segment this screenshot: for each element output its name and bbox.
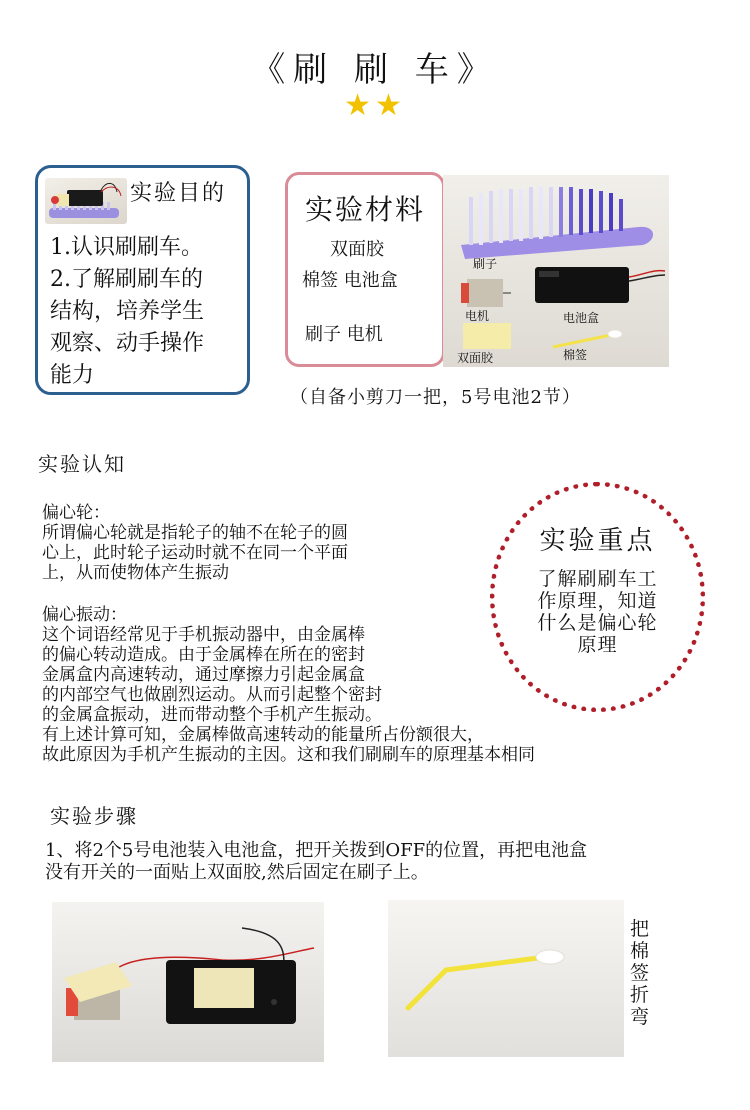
paragraph-line: 的偏心转动造成。由于金属棒在所在的密封 <box>42 645 365 665</box>
photo-label-battery: 电池盒 <box>563 311 600 325</box>
focus-text <box>515 568 680 656</box>
materials-photo <box>443 175 669 367</box>
caption-char: 弯 <box>630 1006 650 1028</box>
paragraph-line: 的金属盒振动，进而带动整个手机产生振动。 <box>42 705 382 725</box>
step-line: 1、将2个5号电池装入电池盒，把开关拨到OFF的位置，再把电池盒 <box>45 840 588 861</box>
step-photo-bent-swab <box>388 900 624 1057</box>
paragraph-line: 所谓偏心轮就是指轮子的轴不在轮子的圆 <box>42 523 348 543</box>
caption-char: 棉 <box>630 940 650 962</box>
caption-char: 签 <box>630 962 650 984</box>
goal-thumbnail-image <box>45 178 127 224</box>
focus-line: 什么是偏心轮 <box>537 612 658 634</box>
materials-note: （自备小剪刀一把，5号电池2节） <box>290 387 581 408</box>
goal-line: 1.认识刷刷车。 <box>50 235 203 260</box>
paragraph-title: 偏心轮： <box>42 503 110 523</box>
photo-label-swab: 棉签 <box>563 348 588 362</box>
steps-heading: 实验步骤 <box>50 804 138 828</box>
page-title: 《刷 刷 车》 <box>251 50 499 90</box>
focus-heading: 实验重点 <box>539 526 656 556</box>
materials-item-brush-motor: 刷子 电机 <box>305 324 383 345</box>
photo-label-tape: 双面胶 <box>457 351 494 365</box>
goal-line: 观察、动手操作 <box>50 331 205 356</box>
photo-label-motor: 电机 <box>465 309 490 323</box>
goal-heading: 实验目的 <box>130 181 227 206</box>
paragraph-title: 偏心振动： <box>42 605 127 625</box>
goal-line: 能力 <box>50 363 95 388</box>
cognition-heading: 实验认知 <box>38 452 126 476</box>
step-photo-battery-motor <box>52 902 324 1062</box>
caption-char: 把 <box>630 918 650 940</box>
goal-list <box>50 232 246 392</box>
focus-line: 原理 <box>577 634 618 656</box>
difficulty-stars: ★★ <box>344 88 406 123</box>
materials-item-swab-battery: 棉签 电池盒 <box>302 270 398 291</box>
paragraph-line: 的内部空气也做剧烈运动。从而引起整个密封 <box>42 685 382 705</box>
paragraph-line: 这个词语经常见于手机振动器中，由金属棒 <box>42 625 365 645</box>
goal-line: 结构，培养学生 <box>50 299 205 324</box>
step-line: 没有开关的一面贴上双面胶,然后固定在刷子上。 <box>45 862 429 883</box>
focus-line: 作原理，知道 <box>537 590 658 612</box>
step-1-text <box>45 840 587 884</box>
photo-label-brush: 刷子 <box>473 257 498 271</box>
swab-caption-vertical <box>630 918 654 1028</box>
caption-char: 折 <box>630 984 650 1006</box>
paragraph-line: 上，从而使物体产生振动 <box>42 563 229 583</box>
materials-item-tape: 双面胶 <box>330 239 384 260</box>
focus-line: 了解刷刷车工 <box>537 568 658 590</box>
materials-heading: 实验材料 <box>304 193 425 226</box>
cognition-paragraph-2 <box>42 605 535 765</box>
paragraph-line: 故此原因为手机产生振动的主因。这和我们刷刷车的原理基本相同 <box>42 745 535 765</box>
goal-line: 2.了解刷刷车的 <box>50 267 203 292</box>
paragraph-line: 金属盒内高速转动，通过摩擦力引起金属盒 <box>42 665 365 685</box>
paragraph-line: 有上述计算可知，金属棒做高速转动的能量所占份额很大， <box>42 725 484 745</box>
cognition-paragraph-1 <box>42 503 348 583</box>
paragraph-line: 心上，此时轮子运动时就不在同一个平面 <box>42 543 348 563</box>
